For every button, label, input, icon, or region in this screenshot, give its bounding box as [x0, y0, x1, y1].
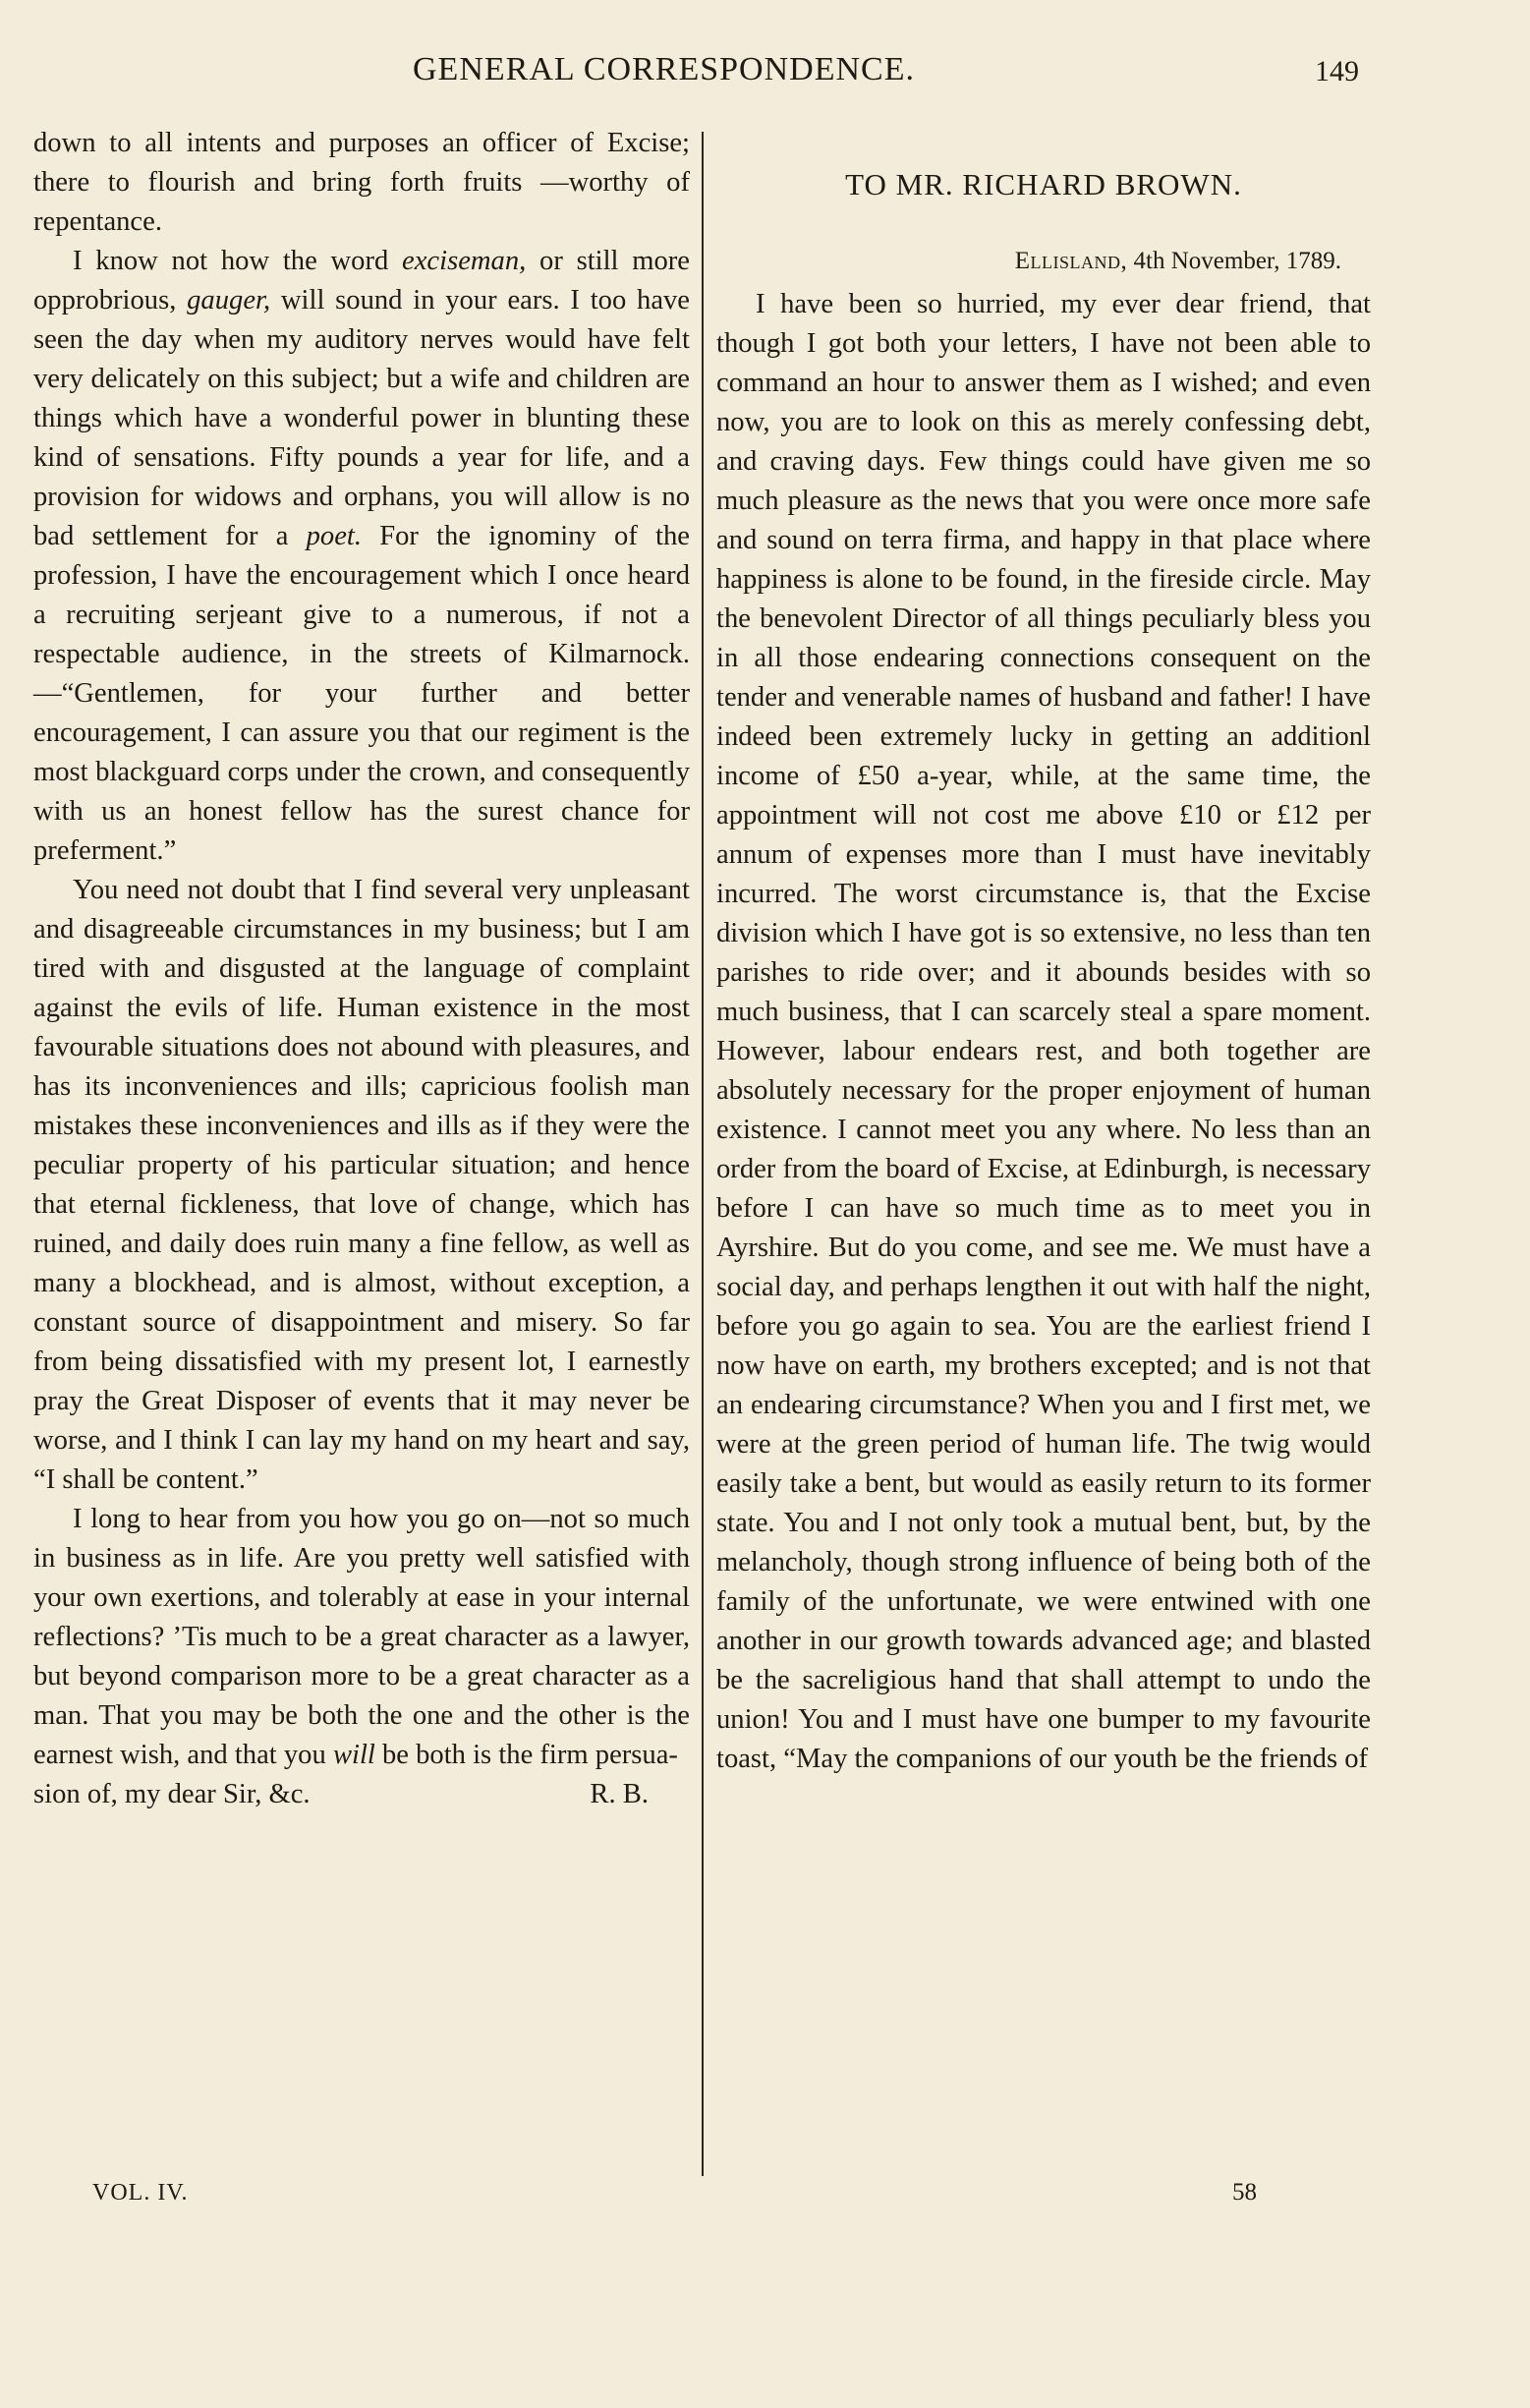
- closing-line: sion of, my dear Sir, &c. R. B.: [33, 1775, 690, 1814]
- paragraph: I long to hear from you how you go on—not so much in business as in life. Are you pretty well satisfied with your own exertions, and tolerably at ease in your internal reflections? ’Tis much to be a great character as a lawyer, but beyond comparison more to be a great character as a man. That you may be both the one and the other is the earnest wish, and that you will be both is the firm persua-: [33, 1504, 690, 1770]
- paragraph: I have been so hurried, my ever dear friend, that though I got both your letters, I have not been able to command an hour to answer them as I wished; and even now, you are to look on this as merely confessing debt, and craving days. Few things could have given me so much pleasure as the news that you were once more safe and sound on terra firma, and happy in that place where happiness is alone to be found, in the fireside circle. May the benevolent Director of all things peculiarly bless you in all those endearing connections consequent on the tender and venerable names of husband and father! I have indeed been extremely lucky in getting an additionl income of £50 a-year, while, at the same time, the appointment will not cost me above £10 or £12 per annum of expenses more than I must have inevitably incurred. The worst circumstance is, that the Excise division which I have got is so extensive, no less than ten parishes to ride over; and it abounds besides with so much business, that I can scarcely steal a spare moment. However, labour endears rest, and both together are absolutely necessary for the proper enjoyment of human existence. I cannot meet you any where. No less than an order from the board of Excise, at Edinburgh, is necessary before I can have so much time as to meet you in Ayrshire. But do you come, and see me. We must have a social day, and perhaps lengthen it out with half the night, before you go again to sea. You are the earliest friend I now have on earth, my brothers excepted; and is not that an endearing circumstance? When you and I first met, we were at the green period of human life. The twig would easily take a bent, but would as easily return to its former state. You and I not only took a mutual bent, but, by the melancholy, though strong influence of being both of the family of the unfortunate, we were entwined with one another in our growth towards advanced age; and blasted be the sacreligious hand that shall attempt to undo the union! You and I must have one bumper to my favourite toast, “May the companions of our youth be the friends of: [716, 289, 1371, 1774]
- italic-text: gauger,: [187, 285, 271, 315]
- paragraph: You need not doubt that I find several very unpleasant and disagreeable circumstances in my business; but I am tired with and disgusted at the language of complaint against the evils of life. Human existence in the most favourable situations does not abound with pleasures, and has its inconveniences and ills; capricious foolish man mistakes these inconveniences and ills as if they were the peculiar property of his particular situation; and hence that eternal fickleness, that love of change, which has ruined, and daily does ruin many a fine fellow, as well as many a blockhead, and is almost, without exception, a constant source of disappointment and misery. So far from being dissatisfied with my present lot, I earnestly pray the Great Disposer of events that it may never be worse, and I think I can lay my hand on my heart and say, “I shall be content.”: [33, 875, 690, 1495]
- running-head: GENERAL CORRESPONDENCE.: [413, 51, 915, 87]
- italic-text: poet.: [306, 521, 362, 551]
- italic-text: exciseman,: [402, 246, 527, 276]
- letter-title: TO MR. RICHARD BROWN.: [845, 167, 1242, 201]
- italic-text: will: [332, 1740, 375, 1770]
- page-header: [0, 51, 1530, 100]
- left-column: [33, 124, 690, 1814]
- signature-mark: 58: [1232, 2179, 1257, 2206]
- paragraph: down to all intents and purposes an officer of Excise; there to flourish and bring forth fruits —worthy of repentance.: [33, 128, 690, 237]
- paragraph: I know not how the word exciseman, or still more opprobrious, gauger, will sound in your ears. I too have seen the day when my auditory nerves would have felt very delicately on this subject; but a wife and children are things which have a wonderful power in blunting these kind of sensations. Fifty pounds a year for life, and a provision for widows and orphans, you will allow is no bad settlement for a poet. For the ignominy of the profession, I have the encouragement which I once heard a recruiting serjeant give to a numerous, if not a respectable audience, in the streets of Kilmarnock.—“Gentlemen, for your further and better encouragement, I can assure you that our regiment is the most blackguard corps under the crown, and consequently with us an honest fellow has the surest chance for preferment.”: [33, 246, 691, 866]
- signature: R. B.: [590, 1779, 649, 1809]
- dateline: Ellisland, 4th November, 1789.: [1014, 248, 1341, 274]
- right-column: [716, 124, 1371, 1779]
- column-divider: [702, 132, 704, 2176]
- volume-label: VOL. IV.: [92, 2180, 189, 2206]
- page-number: 149: [1315, 55, 1359, 87]
